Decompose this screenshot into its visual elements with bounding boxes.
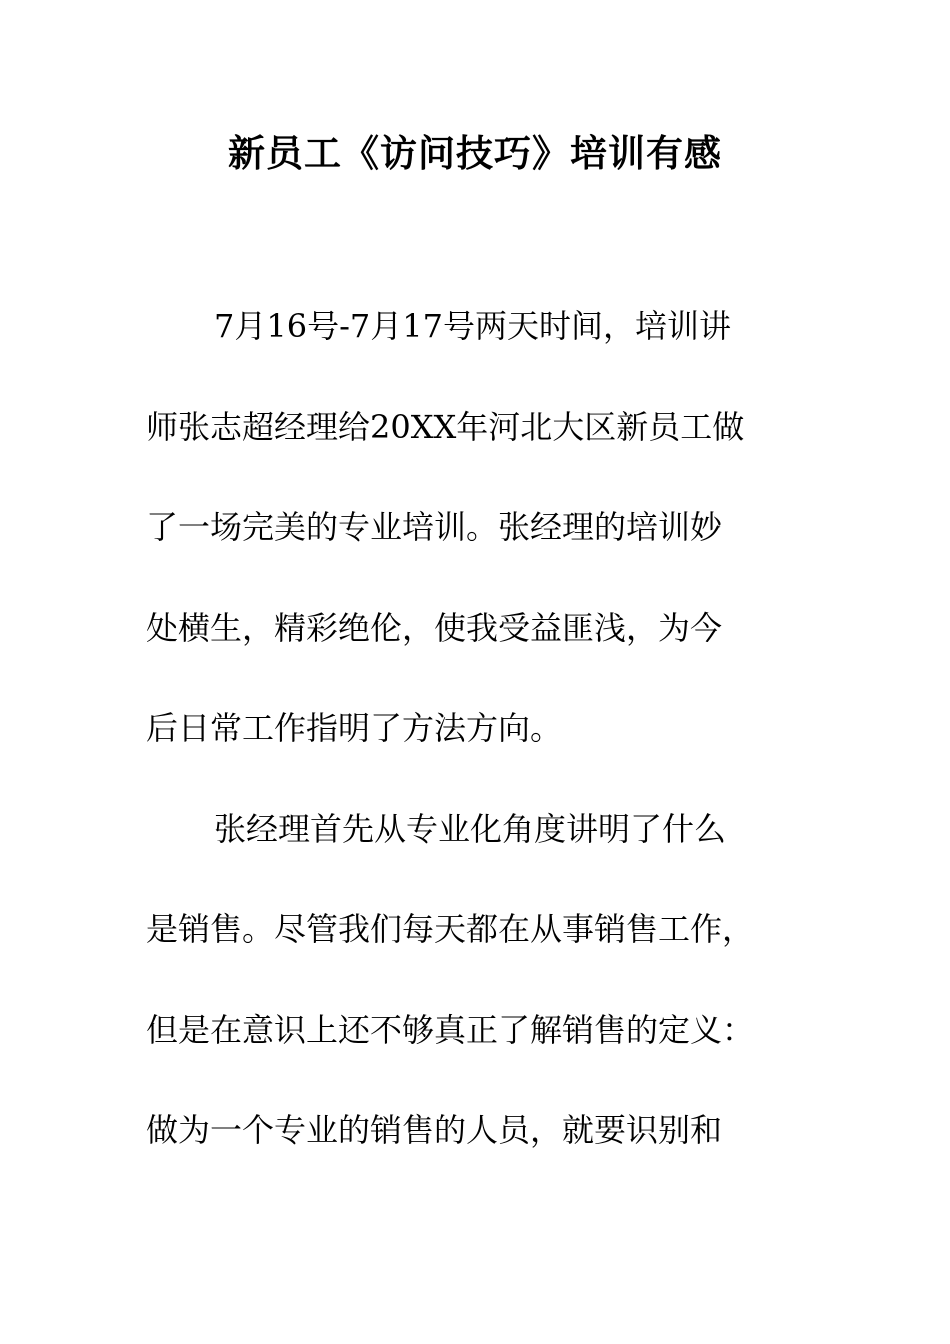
text-line: 7月16号-7月17号两天时间，培训讲 — [214, 307, 731, 345]
text-line: 是销售。尽管我们每天都在从事销售工作， — [146, 910, 755, 948]
text-line: 了一场完美的专业培训。张经理的培训妙 — [146, 508, 723, 546]
text-line: 处横生，精彩绝伦，使我受益匪浅，为今 — [146, 608, 723, 647]
text-line: 但是在意识上还不够真正了解销售的定义： — [146, 1010, 755, 1049]
text-line: 师张志超经理给20XX年河北大区新员工做 — [146, 407, 745, 446]
text-line: 做为一个专业的销售的人员，就要识别和 — [146, 1111, 723, 1149]
text-line: 后日常工作指明了方法方向。 — [146, 709, 563, 747]
document-title: 新员工《访问技巧》培训有感 — [228, 132, 722, 175]
document-body — [146, 300, 806, 1205]
text-line: 张经理首先从专业化角度讲明了什么 — [214, 809, 727, 848]
